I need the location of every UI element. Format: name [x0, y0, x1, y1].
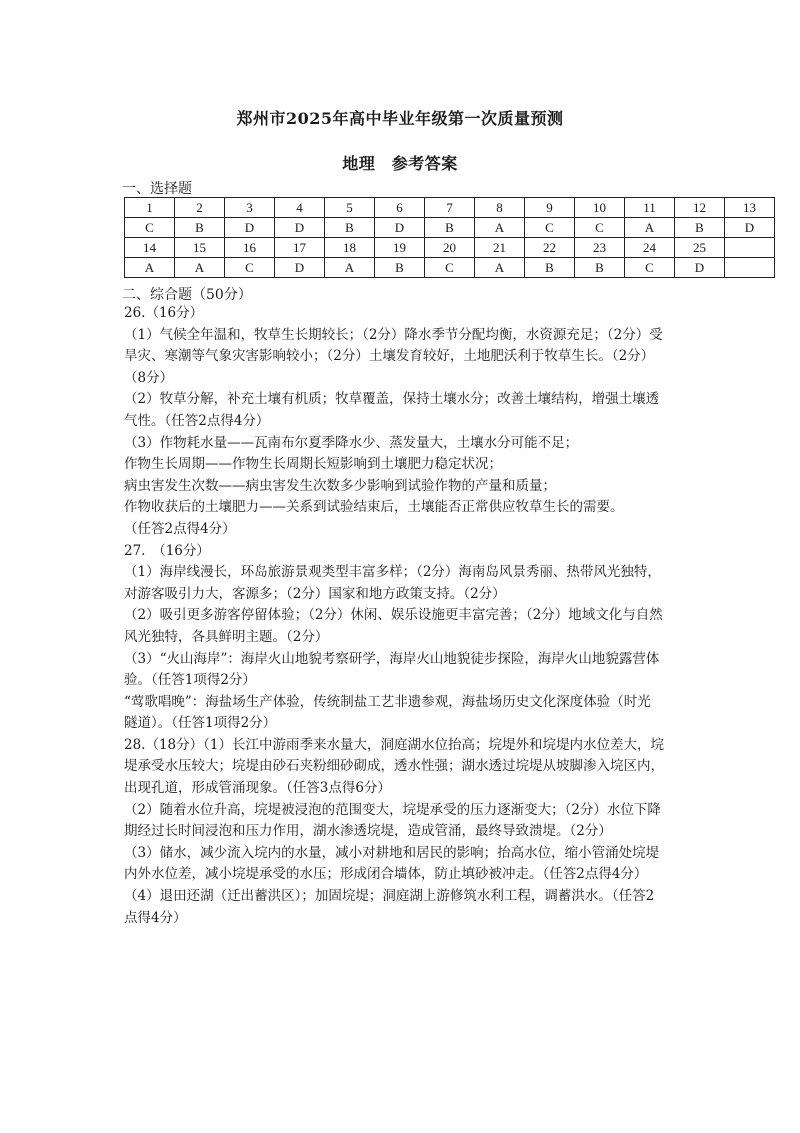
answer-line: （任答2点得4分）	[124, 520, 236, 537]
table-cell: A	[125, 258, 175, 278]
answer-line: 内外水位差，减小垸堤承受的水压；形成闭合墙体，防止填砂被冲走。（任答2点得4分）	[124, 866, 648, 883]
answer-line: 出现孔道，形成管涌现象。（任答3点得6分）	[124, 780, 391, 797]
answer-line: 作物生长周期——作物生长周期长短影响到土壤肥力稳定状况；	[124, 456, 502, 473]
page-title: 郑州市2025年高中毕业年级第一次质量预测	[236, 109, 564, 128]
table-cell: D	[375, 218, 425, 238]
answer-line: 气性。（任答2点得4分）	[124, 412, 270, 429]
table-cell: A	[325, 258, 375, 278]
answer-line: 验。（任答1项得2分）	[124, 672, 256, 689]
table-cell: C	[525, 218, 575, 238]
answer-line: （1）海岸线漫长，环岛旅游景观类型丰富多样；（2分）海南岛风景秀丽、热带风光独特，	[124, 564, 661, 581]
table-cell: C	[425, 258, 475, 278]
answer-line: （2）牧草分解，补充土壤有机质；牧草覆盖，保持土壤水分；改善土壤结构，增强土壤透	[124, 391, 660, 408]
table-cell: 10	[575, 198, 625, 218]
table-cell: D	[225, 218, 275, 238]
answer-text-block	[124, 303, 684, 929]
answer-line: 对游客吸引力大，客源多；（2分）国家和地方政策支持。（2分）	[124, 585, 506, 602]
table-cell: 13	[725, 198, 775, 218]
answer-line: （2）吸引更多游客停留体验；（2分）休闲、娱乐设施更丰富完善；（2分）地域文化与自然	[124, 607, 663, 624]
answer-line: 27. （16分）	[124, 542, 210, 559]
table-cell: D	[675, 258, 725, 278]
table-cell: 11	[625, 198, 675, 218]
table-cell: 20	[425, 238, 475, 258]
table-cell: 3	[225, 198, 275, 218]
table-cell: 16	[225, 238, 275, 258]
answer-line: 期经过长时间浸泡和压力作用，湖水渗透垸堤，造成管涌，最终导致溃堤。（2分）	[124, 823, 612, 840]
table-cell: C	[225, 258, 275, 278]
answer-line: （3）储水，减少流入垸内的水量，减小对耕地和居民的影响；抬高水位，缩小管涌处垸堤	[124, 844, 660, 861]
answer-line: 病虫害发生次数——病虫害发生次数多少影响到试验作物的产量和质量；	[124, 477, 556, 494]
table-cell: 6	[375, 198, 425, 218]
answer-line: 28.（18分）（1）长江中游雨季来水量大，洞庭湖水位抬高；垸堤外和垸堤内水位差大，垸	[124, 736, 664, 753]
table-cell: 4	[275, 198, 325, 218]
table-cell: 8	[475, 198, 525, 218]
table-cell: B	[325, 218, 375, 238]
answer-line: 26.（16分）	[124, 305, 204, 321]
table-cell: B	[175, 218, 225, 238]
answer-line: （3）作物耗水量——瓦南布尔夏季降水少、蒸发量大，土壤水分可能不足；	[124, 434, 579, 451]
answer-line: （2）随着水位升高，垸堤被浸泡的范围变大，垸堤承受的压力逐渐变大；（2分）水位下降	[124, 801, 661, 818]
table-cell: A	[625, 218, 675, 238]
answer-line: （3）“火山海岸”：海岸火山地貌考察研学，海岸火山地貌徒步探险，海岸火山地貌露营体	[124, 650, 660, 667]
answer-line: “莺歌唱晚”：海盐场生产体验，传统制盐工艺非遗参观，海盐场历史文化深度体验（时光	[124, 693, 651, 710]
answer-line: （4）退田还湖（迁出蓄洪区）；加固垸堤；洞庭湖上游修筑水利工程，调蓄洪水。（任答2	[124, 888, 655, 905]
table-cell: B	[575, 258, 625, 278]
answer-table	[124, 197, 775, 278]
table-cell: 17	[275, 238, 325, 258]
table-cell: 24	[625, 238, 675, 258]
table-cell	[725, 258, 775, 278]
table-cell: 25	[675, 238, 725, 258]
answer-line: 堤承受水压较大；垸堤由砂石夹粉细砂砌成，透水性强；湖水透过垸堤从坡脚渗入垸区内，	[124, 758, 664, 775]
table-cell: D	[275, 258, 325, 278]
table-cell: 1	[125, 198, 175, 218]
table-row	[125, 238, 775, 258]
table-cell: 12	[675, 198, 725, 218]
table-cell: 14	[125, 238, 175, 258]
table-row	[125, 198, 775, 218]
table-cell: A	[475, 258, 525, 278]
table-cell: 22	[525, 238, 575, 258]
table-cell: 19	[375, 238, 425, 258]
table-cell: 5	[325, 198, 375, 218]
table-cell: 18	[325, 238, 375, 258]
table-cell: 2	[175, 198, 225, 218]
table-cell: D	[725, 218, 775, 238]
table-cell: C	[125, 218, 175, 238]
table-cell: 15	[175, 238, 225, 258]
answer-line: 作物收获后的土壤肥力——关系到试验结束后，土壤能否正常供应牧草生长的需要。	[124, 499, 624, 516]
answer-line: （1）气候全年温和，牧草生长期较长；（2分）降水季节分配均衡，水资源充足；（2分）受	[124, 326, 663, 343]
answer-line: 隧道）。（任答1项得2分）	[124, 715, 277, 732]
table-cell: A	[475, 218, 525, 238]
table-cell: B	[525, 258, 575, 278]
table-cell: 9	[525, 198, 575, 218]
table-row	[125, 218, 775, 238]
table-cell	[725, 238, 775, 258]
table-row	[125, 258, 775, 278]
table-cell: B	[425, 218, 475, 238]
table-cell: 23	[575, 238, 625, 258]
table-cell: A	[175, 258, 225, 278]
answer-line: （8分）	[124, 369, 174, 386]
answer-line: 风光独特，各具鲜明主题。（2分）	[124, 628, 329, 645]
section-2-heading: 二、综合题（50分）	[122, 287, 252, 303]
answer-line: 旱灾、寒潮等气象灾害影响较小；（2分）土壤发育较好，土地肥沃利于牧草生长。（2分）	[124, 348, 655, 365]
page-subtitle: 地理 参考答案	[342, 154, 458, 173]
section-1-heading: 一、选择题	[122, 181, 192, 197]
table-cell: C	[625, 258, 675, 278]
table-cell: D	[275, 218, 325, 238]
table-cell: 21	[475, 238, 525, 258]
table-cell: 7	[425, 198, 475, 218]
table-cell: B	[675, 218, 725, 238]
table-cell: C	[575, 218, 625, 238]
answer-line: 点得4分）	[124, 909, 187, 926]
table-cell: B	[375, 258, 425, 278]
